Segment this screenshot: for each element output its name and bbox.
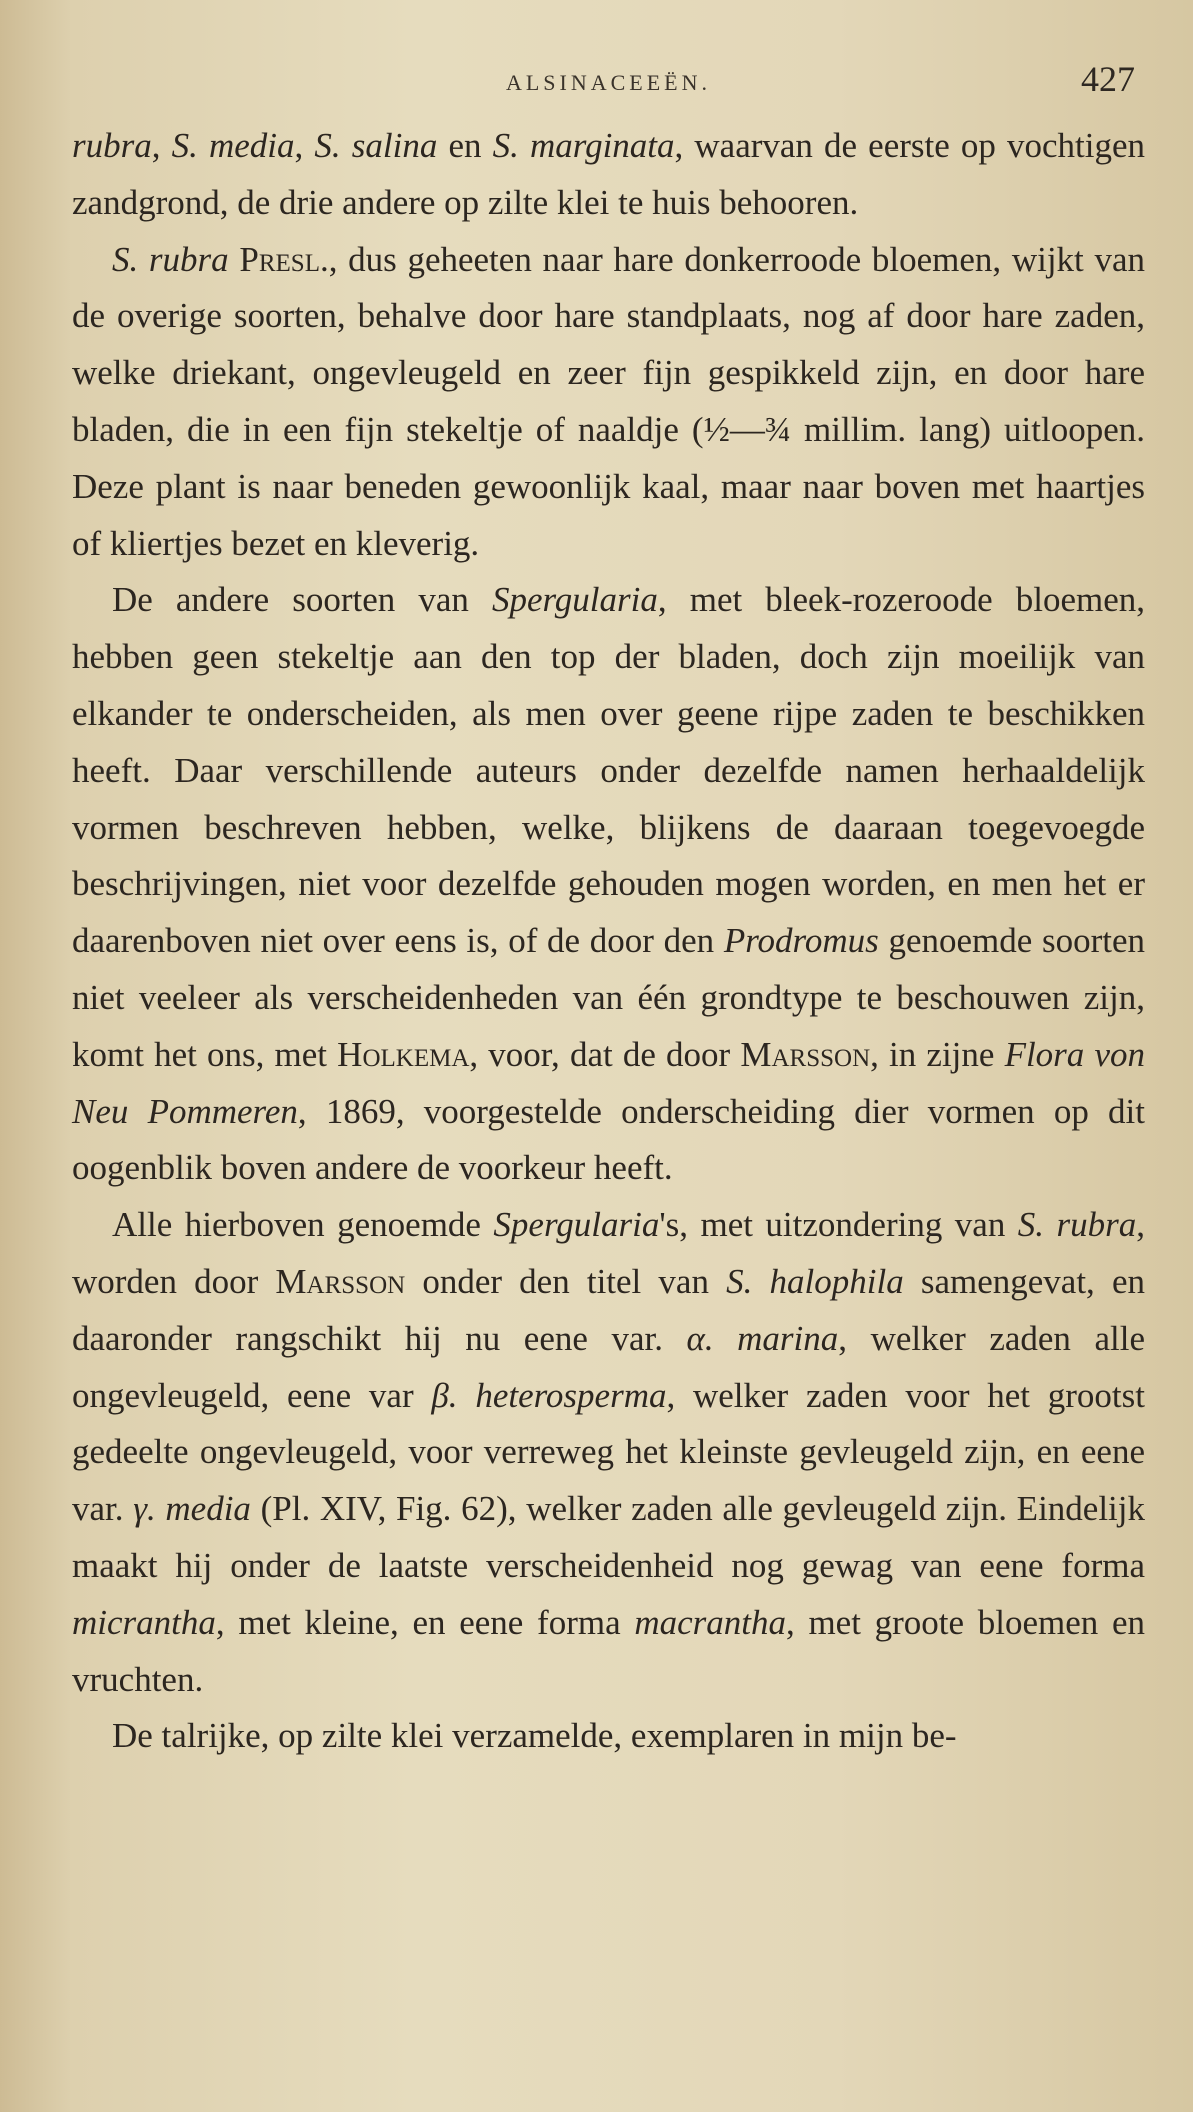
running-head <box>72 58 1145 118</box>
italic-term: rubra <box>72 126 152 165</box>
italic-term: S. marginata <box>492 126 675 165</box>
italic-term: α. marina <box>686 1318 839 1358</box>
text-run: , <box>151 126 172 165</box>
text-run: , met groote bloemen en vruchten. <box>72 1602 1145 1699</box>
paragraph <box>72 1708 1145 1765</box>
italic-term: micrantha <box>72 1602 216 1642</box>
text-run: , voor, dat de door <box>469 1034 741 1074</box>
paragraph <box>72 118 1145 232</box>
text-run: samengevat, en daaronder rangschikt hij nu eene var. <box>72 1261 1145 1358</box>
italic-term: Prodromus <box>723 921 879 961</box>
author-name: Marsson <box>275 1261 406 1301</box>
italic-term: γ. media <box>133 1489 251 1529</box>
italic-term: β. heterosperma <box>431 1375 667 1415</box>
text-run: De andere soorten van <box>112 580 492 620</box>
text-run: , waarvan de eerste op vochtigen zandgrond, de drie andere op zilte klei te huis behooren. <box>72 126 1146 222</box>
text-run: , 1869, voorgestelde onderscheiding dier vormen op dit oogenblik boven andere de voorkeur heeft. <box>72 1091 1145 1188</box>
text-run: , met kleine, en eene forma <box>215 1602 635 1642</box>
text-run: en <box>437 126 493 165</box>
italic-term: Spergularia <box>491 580 658 620</box>
text-run: , <box>294 126 315 165</box>
text-run: 's, met uitzondering van <box>659 1205 1018 1245</box>
italic-term: S. rubra <box>1017 1205 1137 1245</box>
paragraph <box>72 232 1145 573</box>
text-run: , welker zaden alle ongevleugeld, eene var <box>72 1318 1145 1415</box>
running-title: ALSINACEEËN. <box>505 70 712 95</box>
italic-term: S. halophila <box>726 1261 904 1301</box>
italic-term: S. salina <box>314 126 438 165</box>
text-run: , in zijne <box>870 1034 1005 1074</box>
text-run <box>229 240 240 279</box>
italic-term: S. rubra <box>112 239 229 279</box>
text-run: De talrijke, op zilte klei verzamelde, exemplaren in mijn be- <box>112 1716 957 1756</box>
text-run: , dus geheeten naar hare donkerroode bloemen, wijkt van de overige soorten, behalve door hare standplaats, nog af door hare zaden, welke driekant, ongevleugeld en zeer fijn gespikkeld zijn, en door hare bladen, die in een fijn stekeltje of naaldje (½—¾ millim. lang) uitloopen. Deze plant is naar beneden gewoonlijk kaal, maar naar boven met haartjes of kliertjes bezet en kleverig. <box>72 239 1145 563</box>
text-run: Alle hierboven genoemde <box>112 1205 494 1245</box>
text-run: genoemde soorten niet veeleer als verscheidenheden van één grondtype te beschouwen zijn, komt het ons, met <box>72 921 1145 1074</box>
body-text <box>72 118 1145 1765</box>
page-number: 427 <box>1081 59 1135 99</box>
text-run: , welker zaden voor het grootst gedeelte ongevleugeld, voor verreweg het kleinste gevleugeld zijn, en eene var. <box>72 1375 1145 1529</box>
italic-term: Spergularia <box>493 1205 660 1245</box>
paragraph <box>72 572 1145 1197</box>
author-name: Marsson <box>740 1034 871 1074</box>
paragraph <box>72 1197 1145 1708</box>
text-run: onder den titel van <box>405 1261 727 1301</box>
italic-term: macrantha <box>634 1602 786 1642</box>
text-run: (Pl. XIV, Fig. 62), welker zaden alle gevleugeld zijn. Eindelijk maakt hij onder de laatste verscheidenheid nog gewag van eene forma <box>72 1489 1145 1585</box>
author-name: Presl. <box>239 239 329 279</box>
italic-term: Flora von Neu Pommeren <box>72 1034 1145 1131</box>
author-name: Holkema <box>337 1034 470 1074</box>
text-run: , met bleek-rozeroode bloemen, hebben geen stekeltje aan den top der bladen, doch zijn moeilijk van elkander te onderscheiden, als men over geene rijpe zaden te beschikken heeft. Daar verschillende auteurs onder dezelfde namen herhaaldelijk vormen beschreven hebben, welke, blijkens de daaraan toegevoegde beschrijvingen, niet voor dezelfde gehouden mogen worden, en men het er daarenboven niet over eens is, of de door den <box>72 580 1145 961</box>
italic-term: S. media <box>171 126 295 165</box>
text-run: , worden door <box>72 1205 1145 1301</box>
